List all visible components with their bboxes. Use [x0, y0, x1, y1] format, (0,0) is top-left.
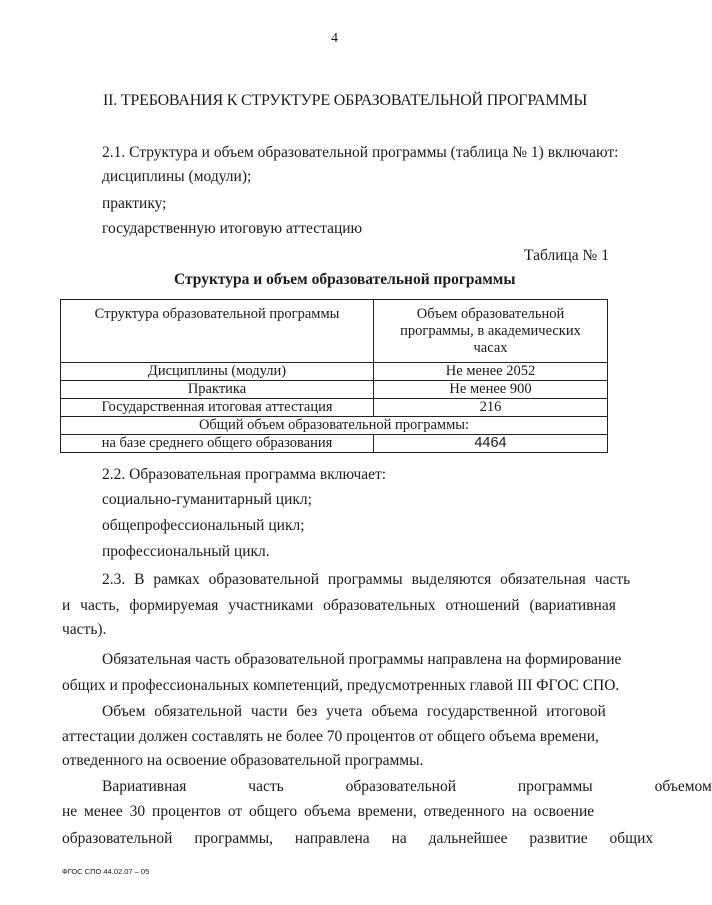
row-name-cell [61, 381, 374, 399]
document-code-footer: ФГОС СПО 44.02.07 – 05 [62, 867, 150, 876]
p22-item-social: социально-гуманитарный цикл; [102, 491, 312, 508]
p-mandatory-line-2: общих и профессиональных компетенций, предусмотренных главой III ФГОС СПО. [62, 677, 620, 694]
table-row [61, 381, 608, 399]
p-volume-line-1: Объем обязательной части без учета объема государственной итоговой [102, 703, 606, 720]
p22-item-professional: профессиональный цикл. [102, 543, 270, 560]
p-volume-line-3: отведенного на освоение образовательной программы. [62, 752, 424, 769]
section-heading: II. ТРЕБОВАНИЯ К СТРУКТУРЕ ОБРАЗОВАТЕЛЬНОЙ ПРОГРАММЫ [103, 92, 588, 109]
p23-line-1-text: 2.3. В рамках образовательной программы выделяются обязательная часть [102, 571, 631, 588]
total-header: Общий объем образовательной программы: [198, 417, 470, 433]
p-variative-line-2: не менее 30 процентов от общего объема времени, отведенного на освоение [62, 803, 595, 820]
total-name-cell [61, 435, 374, 453]
header-volume-line-2: программы, в академических [400, 323, 581, 339]
header-volume-line-1: Объем образовательной [416, 306, 565, 322]
p-mandatory-line-1: Обязательная часть образовательной программы направлена на формирование [102, 651, 622, 668]
p21-item-practice: практику; [102, 195, 167, 212]
p23-line-2: и часть, формируемая участниками образовательных отношений (вариативная [62, 597, 616, 614]
row-value-cell [374, 381, 608, 399]
table-title: Структура и объем образовательной программы [174, 271, 516, 288]
row-name: Дисциплины (модули) [147, 363, 287, 379]
row-value: Не менее 900 [449, 381, 532, 397]
total-value-cell [374, 435, 608, 453]
structure-table [60, 299, 608, 453]
p21-item-disciplines: дисциплины (модули); [102, 168, 252, 185]
table-label: Таблица № 1 [524, 247, 609, 264]
table-header-row [61, 300, 608, 363]
table-row [61, 363, 608, 381]
header-volume-line-3: часах [473, 340, 508, 356]
total-name: на базе среднего общего образования [101, 435, 333, 451]
p23-line-1 [102, 571, 631, 589]
total-value: 4464 [474, 435, 507, 451]
header-structure-cell [61, 300, 374, 363]
p-volume-line-2: аттестации должен составлять не более 70 процентов от общего объема времени, [62, 728, 599, 745]
total-header-cell [61, 417, 608, 435]
row-name: Практика [187, 381, 247, 397]
p-variative-line-3: образовательной программы, направлена на дальнейшее развитие общих [62, 830, 654, 847]
table-row [61, 435, 608, 453]
p21-intro: 2.1. Структура и объем образовательной программы (таблица № 1) включают: [102, 144, 619, 161]
p23-line-3: часть). [62, 621, 107, 638]
page-number: 4 [331, 31, 338, 46]
table-row [61, 399, 608, 417]
header-structure: Структура образовательной программы [94, 306, 340, 322]
row-name-cell [61, 399, 374, 417]
table-total-header-row [61, 417, 608, 435]
row-value-cell [374, 399, 608, 417]
p-variative-line-1: Вариативная часть образовательной программы объемом [102, 778, 712, 795]
row-value: 216 [479, 399, 502, 415]
row-value: Не менее 2052 [445, 363, 536, 379]
p22-item-general: общепрофессиональный цикл; [102, 517, 305, 534]
row-value-cell [374, 363, 608, 381]
p21-item-attestation: государственную итоговую аттестацию [102, 220, 363, 237]
row-name: Государственная итоговая аттестация [101, 399, 333, 415]
row-name-cell [61, 363, 374, 381]
p22-intro: 2.2. Образовательная программа включает: [102, 466, 387, 483]
header-volume-cell [374, 300, 608, 363]
